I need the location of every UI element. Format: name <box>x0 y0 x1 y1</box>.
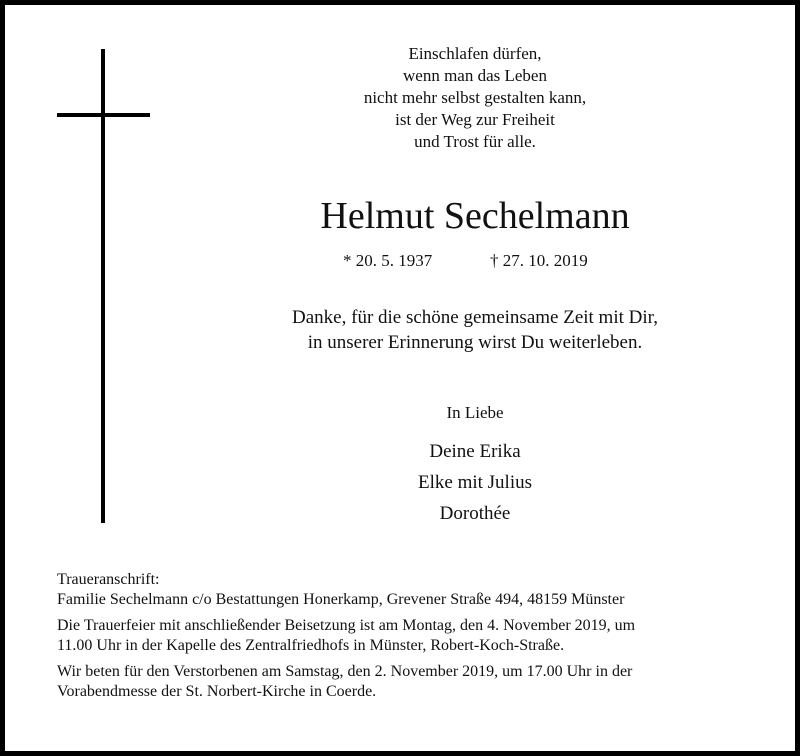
address-block <box>57 570 777 610</box>
footer-info <box>57 570 777 708</box>
cross-icon <box>101 49 105 523</box>
in-love-label: In Liebe <box>446 403 504 422</box>
signer-name: Dorothée <box>439 503 511 524</box>
thanks-line: in unserer Erinnerung wirst Du weiterleben. <box>307 332 643 353</box>
poem-line: und Trost für alle. <box>414 132 536 151</box>
poem-line: ist der Weg zur Freiheit <box>395 110 555 129</box>
signers-list <box>325 436 625 529</box>
funeral-block <box>57 616 777 656</box>
signer-name: Deine Erika <box>429 441 521 462</box>
signer-name: Elke mit Julius <box>418 472 532 493</box>
birth-date: * 20. 5. 1937 <box>343 251 433 270</box>
poem <box>305 43 645 153</box>
death-date: † 27. 10. 2019 <box>490 251 588 270</box>
poem-line: wenn man das Leben <box>403 66 547 85</box>
address-label: Traueranschrift: <box>57 571 160 588</box>
funeral-text: 11.00 Uhr in der Kapelle des Zentralfriedhofs in Münster, Robert-Koch-Straße. <box>57 637 565 654</box>
thanks-text <box>225 305 725 355</box>
cross-icon-crossbar <box>57 113 150 117</box>
poem-line: Einschlafen dürfen, <box>408 44 542 63</box>
funeral-text: Die Trauerfeier mit anschließender Beisetzung ist am Montag, den 4. November 2019, um <box>57 617 636 634</box>
deceased-name: Helmut Sechelmann <box>320 195 630 237</box>
mass-text: Vorabendmesse der St. Norbert-Kirche in Coerde. <box>57 683 377 700</box>
mass-block <box>57 662 777 702</box>
mass-text: Wir beten für den Verstorbenen am Samstag, den 2. November 2019, um 17.00 Uhr in der <box>57 663 633 680</box>
address-text: Familie Sechelmann c/o Bestattungen Honerkamp, Grevener Straße 494, 48159 Münster <box>57 591 625 608</box>
thanks-line: Danke, für die schöne gemeinsame Zeit mit Dir, <box>292 307 658 328</box>
poem-line: nicht mehr selbst gestalten kann, <box>363 88 587 107</box>
